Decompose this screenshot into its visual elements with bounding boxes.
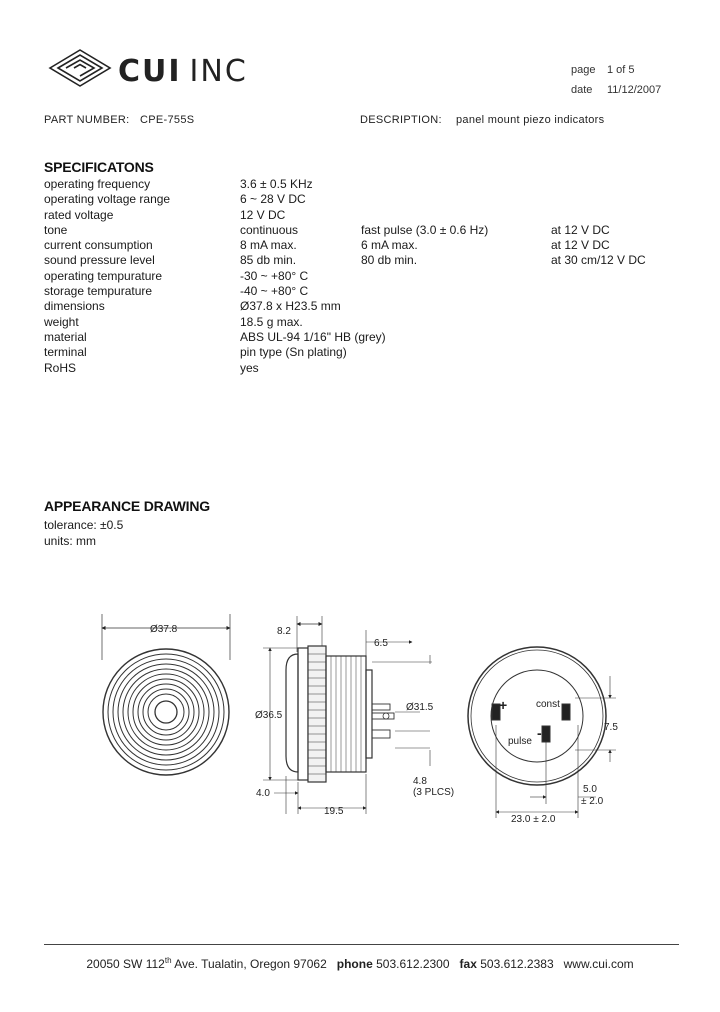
spec-name: material xyxy=(44,330,87,344)
dim-pm20: ± 2.0 xyxy=(581,796,604,807)
spec-row xyxy=(44,208,684,223)
spec-value: 8 mA max. xyxy=(240,238,297,252)
spec-value: 3.6 ± 0.5 KHz xyxy=(240,177,313,191)
appearance-drawing-title: APPEARANCE DRAWING xyxy=(44,498,210,514)
spec-value-alt: fast pulse (3.0 ± 0.6 Hz) xyxy=(361,223,489,237)
spec-value: 18.5 g max. xyxy=(240,315,303,329)
front-view xyxy=(102,614,230,775)
dim-48: 4.8 xyxy=(413,776,427,787)
footer-address-sup: th xyxy=(164,956,172,965)
spec-value-alt: 6 mA max. xyxy=(361,238,418,252)
spec-row xyxy=(44,330,684,345)
footer-phone-value: 503.612.2300 xyxy=(376,957,450,971)
spec-name: rated voltage xyxy=(44,208,114,222)
date-label: date xyxy=(571,84,593,96)
spec-value: yes xyxy=(240,361,259,375)
specifications-title: SPECIFICATONS xyxy=(44,159,154,175)
brand-bold: CUI xyxy=(118,54,182,89)
spec-value: continuous xyxy=(240,223,299,237)
spec-condition: at 30 cm/12 V DC xyxy=(551,253,646,267)
spec-name: terminal xyxy=(44,345,87,359)
spec-name: tone xyxy=(44,223,68,237)
footer-address-b: Ave. Tualatin, Oregon 97062 xyxy=(171,957,327,971)
plus-sign: + xyxy=(499,697,508,713)
spec-row xyxy=(44,269,684,284)
brand-light xyxy=(182,54,248,89)
spec-condition: at 12 V DC xyxy=(551,238,610,252)
spec-value: 85 db min. xyxy=(240,253,297,267)
appearance-drawing xyxy=(0,600,720,840)
dim-50: 5.0 xyxy=(583,784,597,795)
footer-address-a: 20050 SW 112 xyxy=(86,957,165,971)
description-value: panel mount piezo indicators xyxy=(456,114,605,126)
spec-value: -30 ~ +80° C xyxy=(240,269,309,283)
date-value: 11/12/2007 xyxy=(607,84,662,96)
dim-40: 4.0 xyxy=(256,788,270,799)
spec-value-alt: 80 db min. xyxy=(361,253,418,267)
page-label: page xyxy=(571,64,596,76)
spec-value: ABS UL-94 1/16" HB (grey) xyxy=(240,330,386,344)
label-pulse: pulse xyxy=(508,736,532,747)
footer-fax-label: fax xyxy=(459,957,477,971)
minus-sign: - xyxy=(537,725,542,741)
spec-row xyxy=(44,284,684,299)
page-value: 1 of 5 xyxy=(607,64,635,76)
spec-value: pin type (Sn plating) xyxy=(240,345,347,359)
spec-row xyxy=(44,192,684,207)
spec-row xyxy=(44,315,684,330)
spec-name: storage tempurature xyxy=(44,284,153,298)
spec-value: 12 V DC xyxy=(240,208,286,222)
brand-wordmark xyxy=(118,54,248,89)
part-number-label: PART NUMBER: xyxy=(44,114,130,126)
dim-65: 6.5 xyxy=(374,638,388,649)
dim-dia-378: Ø37.8 xyxy=(150,624,178,635)
spec-name: current consumption xyxy=(44,238,153,252)
footer-fax-value: 503.612.2383 xyxy=(480,957,554,971)
spec-row xyxy=(44,253,684,268)
spec-value: Ø37.8 x H23.5 mm xyxy=(240,299,341,313)
spec-condition: at 12 V DC xyxy=(551,223,610,237)
dim-75: 7.5 xyxy=(604,722,618,733)
tolerance-note: tolerance: ±0.5 xyxy=(44,518,124,532)
dim-dia-365: Ø36.5 xyxy=(255,710,283,721)
side-view xyxy=(263,616,432,814)
dim-plcs: (3 PLCS) xyxy=(413,787,455,798)
footer-divider xyxy=(44,944,679,945)
dim-dia-315: Ø31.5 xyxy=(406,702,434,713)
part-number-value: CPE-755S xyxy=(140,114,195,126)
spec-name: RoHS xyxy=(44,361,77,375)
footer-website[interactable]: www.cui.com xyxy=(563,957,634,971)
spec-row xyxy=(44,361,684,376)
spec-name: operating voltage range xyxy=(44,192,171,206)
dim-195: 19.5 xyxy=(324,806,344,817)
spec-name: dimensions xyxy=(44,299,105,313)
spec-row xyxy=(44,238,684,253)
spec-row xyxy=(44,299,684,314)
label-const: const xyxy=(536,699,560,710)
spec-name: operating tempurature xyxy=(44,269,163,283)
dim-230: 23.0 ± 2.0 xyxy=(511,814,556,825)
spec-value: 6 ~ 28 V DC xyxy=(240,192,306,206)
footer-phone-label: phone xyxy=(336,957,373,971)
spec-name: operating frequency xyxy=(44,177,151,191)
description-label: DESCRIPTION: xyxy=(360,114,442,126)
spec-row xyxy=(44,345,684,360)
logo-diamond-icon xyxy=(50,50,110,86)
spec-row xyxy=(44,223,684,238)
spec-row xyxy=(44,177,684,192)
dim-82: 8.2 xyxy=(277,626,291,637)
spec-name: weight xyxy=(44,315,79,329)
spec-name: sound pressure level xyxy=(44,253,155,267)
footer-contact xyxy=(0,956,720,971)
spec-value: -40 ~ +80° C xyxy=(240,284,309,298)
brand-light-text: INC xyxy=(189,54,248,89)
units-note: units: mm xyxy=(44,534,97,548)
